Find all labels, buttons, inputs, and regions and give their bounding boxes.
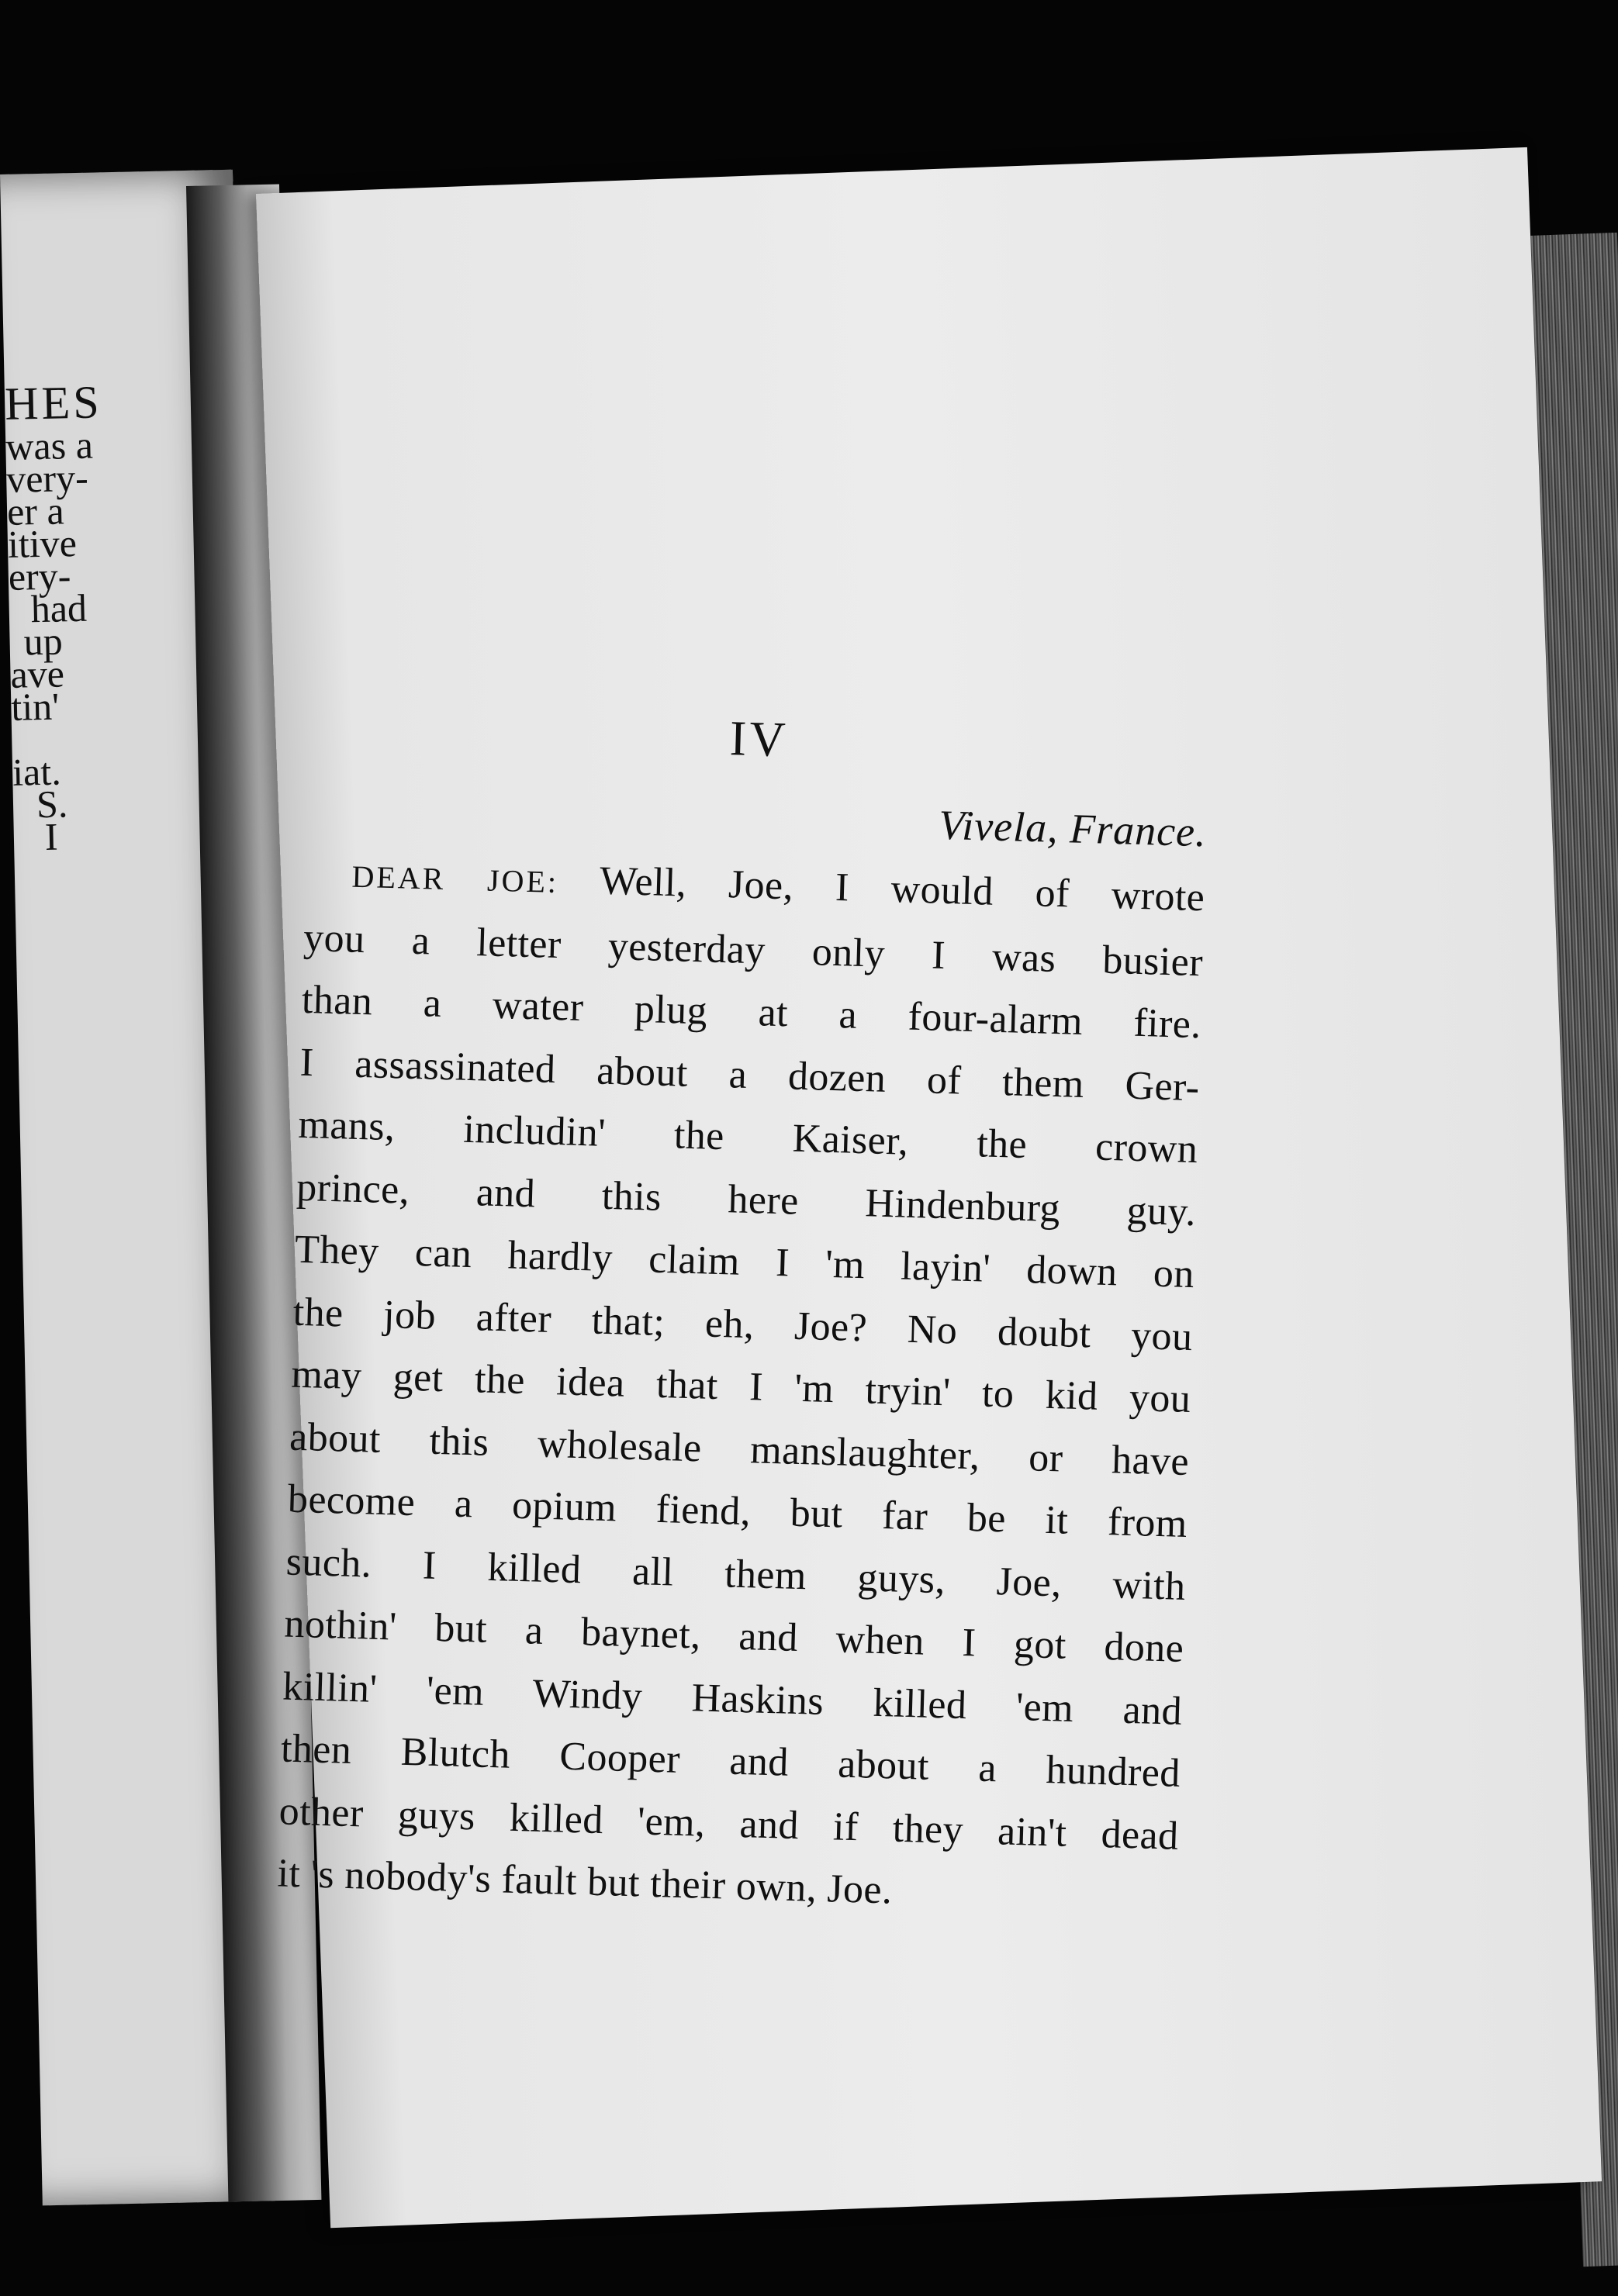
left-page-line: ery- [8, 554, 71, 599]
text-line: the job after that; eh, Joe? No doubt you [292, 1290, 1194, 1359]
text-line: may get the idea that I 'm tryin' to kid you [290, 1352, 1191, 1422]
letter-text-block [277, 698, 1210, 1930]
text-line: become a opium fiend, but far be it from [287, 1476, 1188, 1546]
text-line: you a letter yesterday only I was busier [303, 915, 1204, 985]
left-page-line: iat. [12, 749, 62, 794]
letter-salutation: DEAR JOE: [351, 858, 559, 900]
left-page-line: I [44, 814, 59, 858]
text-line: nothin' but a baynet, and when I got done [283, 1601, 1184, 1671]
text-line: They can hardly claim I 'm layin' down on [294, 1227, 1195, 1297]
left-page-line: had [30, 585, 88, 631]
left-page-line: tin' [10, 684, 60, 729]
left-page-line: S. [36, 782, 68, 827]
left-page-line: itive [7, 521, 78, 566]
text-line: prince, and this here Hindenburg guy. [296, 1165, 1197, 1234]
left-page-line: up [23, 619, 64, 664]
text-line: about this wholesale manslaughter, or have [289, 1414, 1190, 1484]
left-page-line: er a [6, 489, 65, 533]
text-line: mans, includin' the Kaiser, the crown [297, 1102, 1198, 1172]
chapter-number: IV [729, 710, 790, 768]
text-line: such. I killed all them guys, Joe, with [285, 1539, 1187, 1609]
text-line: I assassinated about a dozen of them Ger- [299, 1040, 1201, 1110]
text-line: it 's nobody's fault but their own, Joe. [276, 1851, 894, 1913]
text-line: other guys killed 'em, and if they ain't dead [278, 1788, 1180, 1859]
text-line: Well, Joe, I would of wrote [599, 858, 1206, 920]
left-page-line: very- [5, 455, 89, 501]
left-page-line: ave [9, 651, 65, 696]
text-line: than a water plug at a four-alarm fire. [301, 977, 1202, 1048]
text-line: then Blutch Cooper and about a hundred [280, 1726, 1181, 1796]
letter-place: Vivela, France. [938, 801, 1208, 856]
left-page-running-header: HES [4, 376, 103, 430]
left-page-line: was a [5, 423, 94, 468]
text-line: killin' 'em Windy Haskins killed 'em and [282, 1664, 1183, 1734]
